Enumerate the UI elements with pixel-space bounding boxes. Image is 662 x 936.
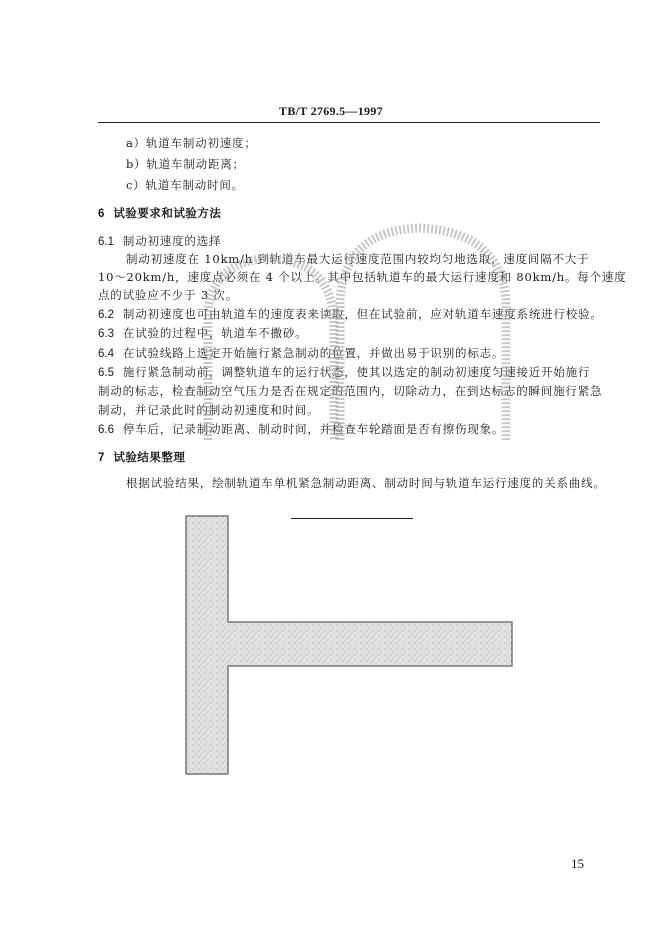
standard-header: TB/T 2769.5—1997 [279, 104, 383, 118]
section-7-title: 试验结果整理 [113, 450, 186, 464]
clause-6-5-line-2: 制动的标志，检查制动空气压力是否在规定的范围内，切除动力，在到达标志的瞬间施行紧急 [98, 384, 603, 398]
clause-6-2-number: 6.2 [98, 309, 114, 321]
clause-6-5-line-1 [98, 365, 590, 380]
list-item-c: c）轨道车制动时间。 [126, 178, 244, 192]
list-item-a: a）轨道车制动初速度； [126, 136, 257, 150]
clause-6-5-number: 6.5 [98, 367, 114, 379]
clause-6-6-number: 6.6 [98, 424, 114, 436]
clause-6-3-number: 6.3 [98, 328, 114, 340]
section-7-number: 7 [98, 452, 105, 464]
section-7-heading [98, 450, 185, 465]
clause-6-6 [98, 422, 504, 437]
clause-6-2-text: 制动初速度也可由轨道车的速度表来读取，但在试验前，应对轨道车速度系统进行校验。 [122, 307, 603, 321]
section-7-text: 根据试验结果，绘制轨道车单机紧急制动距离、制动时间与轨道车运行速度的关系曲线。 [126, 476, 606, 490]
clause-6-6-text: 停车后，记录制动距离、制动时间，并检查车轮踏面是否有擦伤现象。 [122, 422, 505, 436]
section-6-heading [98, 206, 221, 221]
section-6-title: 试验要求和试验方法 [113, 206, 222, 220]
clause-6-4-text: 在试验线路上选定开始施行紧急制动的位置，并做出易于识别的标志。 [122, 346, 505, 360]
clause-6-1-line-3: 点的试验应不少于 3 次。 [98, 288, 239, 302]
page-number: 15 [571, 856, 584, 871]
clause-6-4-number: 6.4 [98, 348, 114, 360]
list-item-b: b）轨道车制动距离； [126, 157, 245, 171]
t-shaped-scan-artifact [186, 516, 512, 774]
clause-6-3-text: 在试验的过程中，轨道车不撒砂。 [122, 326, 308, 340]
clause-6-2 [98, 307, 603, 322]
header-rule [98, 122, 600, 123]
clause-6-1-line-2: 10～20km/h，速度点必须在 4 个以上。其中包括轨道车的最大运行速度和 80km/h。每个速度 [98, 270, 627, 284]
clause-6-1-title: 制动初速度的选择 [122, 234, 222, 248]
section-6-number: 6 [98, 208, 105, 220]
clause-6-4 [98, 346, 504, 361]
clause-6-1-heading [98, 234, 221, 249]
clause-6-5-text-1: 施行紧急制动前，调整轨道车的运行状态，使其以选定的制动初速度匀速接近开始施行 [122, 365, 591, 379]
clause-6-1-line-1: 制动初速度在 10km/h 到轨道车最大运行速度范围内较均匀地选取，速度间隔不大于 [126, 252, 590, 266]
clause-6-3 [98, 326, 307, 341]
clause-6-1-number: 6.1 [98, 236, 114, 248]
end-rule [291, 518, 413, 519]
clause-6-5-line-3: 制动，并记录此时的制动初速度和时间。 [98, 403, 320, 417]
